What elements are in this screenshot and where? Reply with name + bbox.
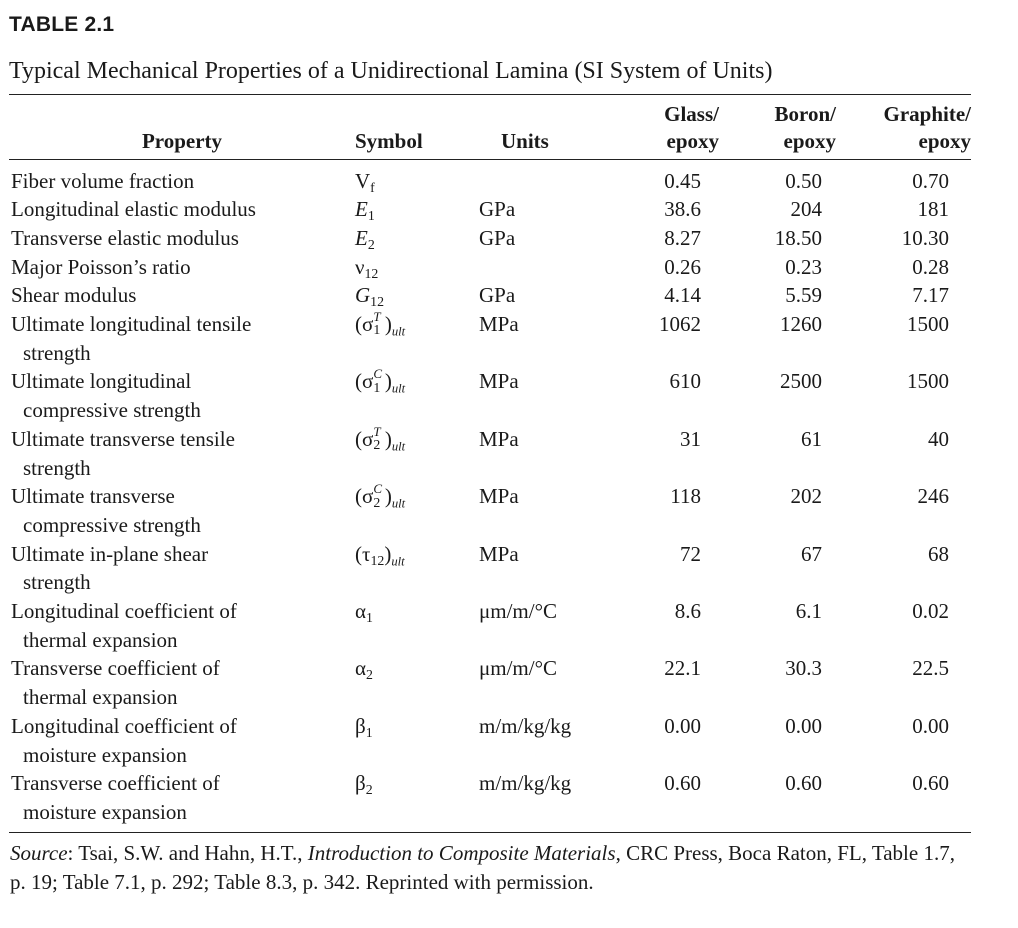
symbol-script-stack [373,482,385,514]
symbol-ult-subscript: ult [391,324,406,339]
property-cell [9,712,355,769]
symbol-subscript: f [370,179,375,195]
property-cell [9,310,355,367]
symbol-subscript: 1 [366,610,373,626]
boron-value: 61 [801,426,822,451]
glass-value: 0.00 [664,713,701,738]
table-document [9,10,971,897]
header-glass-line2: epoxy [666,128,719,153]
symbol-base: E [355,225,368,250]
glass-value: 22.1 [664,656,701,681]
glass-value: 1062 [659,312,701,337]
symbol-ult-subscript: ult [391,381,406,396]
symbol-subscript: 2 [373,437,381,453]
graphite-value: 0.60 [912,771,949,796]
graphite-value: 10.30 [901,225,949,250]
symbol-cell [355,281,469,310]
units-cell: m/m/kg/kg [479,771,572,796]
boron-value: 6.1 [795,599,822,624]
header-glass [627,95,719,159]
property-line1: Shear modulus [11,283,137,308]
glass-value: 118 [670,484,701,509]
table-row [9,224,971,253]
table-row [9,310,971,367]
units-cell: MPa [479,484,519,509]
property-cell [9,159,355,195]
units-cell [469,159,627,195]
property-cell [9,654,355,711]
table-row [9,281,971,310]
property-line1: Ultimate transverse [11,484,175,509]
boron-value: 0.00 [785,713,822,738]
units-cell: GPa [479,283,516,308]
property-line2: strength [23,570,91,595]
units-cell: μm/m/°C [479,656,558,681]
units-cell: MPa [479,541,519,566]
symbol-ult-subscript: ult [391,554,405,569]
property-line2: strength [23,455,91,480]
symbol-ult-subscript: ult [391,496,406,511]
symbol-base: σ [362,484,374,509]
property-cell [9,253,355,282]
table-row [9,425,971,482]
symbol-base: σ [362,426,374,451]
symbol-cell: (σ T 2 )$_{ult}$ [355,425,469,482]
symbol-script-stack [373,310,385,342]
symbol-cell [355,253,469,282]
graphite-value: 7.17 [912,283,949,308]
table-row [9,159,971,195]
header-boron-line2: epoxy [783,128,836,153]
glass-value: 8.6 [674,599,701,624]
header-boron-line1: Boron/ [774,101,836,126]
property-line1: Ultimate transverse tensile [11,426,235,451]
symbol-superscript: T [373,308,381,324]
property-line2: moisture expansion [23,742,187,767]
bottom-rule [9,832,971,833]
symbol-subscript: 1 [365,725,373,741]
property-cell [9,597,355,654]
symbol-subscript: 2 [366,667,373,683]
table-row [9,540,971,597]
property-line1: Longitudinal coefficient of [11,599,237,624]
symbol-base: G [355,283,371,308]
graphite-value: 181 [917,197,949,222]
units-cell: GPa [479,197,516,222]
boron-value: 0.23 [785,254,822,279]
graphite-value: 1500 [907,312,949,337]
table-row [9,769,971,831]
boron-value: 67 [801,541,822,566]
property-line2: thermal expansion [23,685,178,710]
property-line1: Longitudinal elastic modulus [11,197,256,222]
graphite-value: 0.02 [912,599,949,624]
symbol-subscript: 12 [370,552,385,568]
symbol-subscript: 2 [367,237,375,253]
graphite-value: 40 [928,426,949,451]
symbol-base: V [355,168,371,193]
table-row [9,482,971,539]
source-book-title: Introduction to Composite Materials [307,840,616,865]
boron-value: 0.50 [785,168,822,193]
property-line1: Longitudinal coefficient of [11,713,237,738]
boron-value: 30.3 [785,656,822,681]
table-caption: Typical Mechanical Properties of a Unidirectional Lamina (SI System of Units) [9,58,773,84]
symbol-base: β [355,771,366,796]
symbol-base: E [355,197,368,222]
symbol-subscript: 2 [373,494,381,510]
property-cell [9,195,355,224]
header-row [9,95,971,159]
property-line1: Ultimate in-plane shear [11,541,209,566]
property-cell [9,425,355,482]
symbol-superscript: C [373,366,383,382]
table-row [9,654,971,711]
symbol-cell: (σ C 2 )$_{ult}$ [355,482,469,539]
property-cell [9,367,355,424]
symbol-cell [355,195,469,224]
boron-value: 204 [790,197,822,222]
symbol-cell [355,224,469,253]
symbol-script-stack [373,367,385,399]
units-cell: MPa [479,426,519,451]
boron-value: 0.60 [785,771,822,796]
header-boron [719,95,836,159]
source-authors: : Tsai, S.W. and Hahn, H.T., [67,840,308,865]
boron-value: 202 [790,484,822,509]
property-line2: compressive strength [23,512,201,537]
table-row [9,253,971,282]
symbol-cell [355,712,469,769]
glass-value: 4.14 [664,283,701,308]
header-property: Property [141,128,223,153]
symbol-base: ν [355,254,365,279]
table-body [9,159,971,832]
source-details: , CRC Press, Boca Raton, FL, Table 1.7, p. 19; Table 7.1, p. 292; Table 8.3, p. 342. Reprinted with permission. [10,840,955,894]
graphite-value: 0.28 [912,254,949,279]
symbol-cell [355,654,469,711]
symbol-cell [355,769,469,831]
header-graphite-line1: Graphite/ [883,101,971,126]
graphite-value: 0.00 [912,713,949,738]
property-line2: strength [23,340,91,365]
symbol-superscript: C [373,481,383,497]
symbol-cell [355,159,469,195]
units-cell: GPa [479,225,516,250]
table-row [9,367,971,424]
graphite-value: 68 [928,541,949,566]
symbol-subscript: 12 [364,265,379,281]
property-cell [9,224,355,253]
units-cell: MPa [479,312,519,337]
property-cell [9,769,355,831]
symbol-base: α [355,656,367,681]
symbol-base: α [355,599,367,624]
property-line1: Transverse coefficient of [11,656,220,681]
table-label: TABLE 2.1 [9,13,115,36]
property-line1: Transverse coefficient of [11,771,220,796]
graphite-value: 1500 [907,369,949,394]
glass-value: 0.60 [664,771,701,796]
property-line1: Ultimate longitudinal tensile [11,312,252,337]
symbol-ult-subscript: ult [391,439,406,454]
glass-value: 72 [680,541,701,566]
graphite-value: 246 [917,484,949,509]
property-line1: Fiber volume fraction [11,168,195,193]
symbol-subscript: 1 [373,379,381,395]
units-cell: m/m/kg/kg [479,713,572,738]
table-row [9,597,971,654]
units-cell [469,253,627,282]
header-glass-line1: Glass/ [664,101,719,126]
units-cell: MPa [479,369,519,394]
symbol-subscript: 1 [373,322,381,338]
boron-value: 18.50 [774,225,822,250]
symbol-subscript: 2 [365,782,373,798]
symbol-base: σ [362,312,374,337]
property-cell [9,540,355,597]
glass-value: 610 [669,369,701,394]
symbol-subscript: 1 [367,208,375,224]
boron-value: 1260 [780,312,822,337]
boron-value: 2500 [780,369,822,394]
header-units: Units [501,128,549,153]
property-cell [9,482,355,539]
symbol-base: σ [362,369,374,394]
symbol-base: τ [362,541,371,566]
symbol-superscript: T [373,423,381,439]
header-symbol: Symbol [355,128,423,153]
glass-value: 0.45 [664,168,701,193]
property-line2: compressive strength [23,398,201,423]
property-line1: Transverse elastic modulus [11,225,239,250]
property-cell [9,281,355,310]
table-row [9,195,971,224]
property-line2: thermal expansion [23,627,178,652]
graphite-value: 0.70 [912,168,949,193]
symbol-cell: $(\tau_{12})_{ult}$ [355,541,405,569]
table-row [9,712,971,769]
graphite-value: 22.5 [912,656,949,681]
property-line1: Ultimate longitudinal [11,369,192,394]
symbol-base: β [355,713,366,738]
header-graphite [836,95,971,159]
glass-value: 31 [680,426,701,451]
boron-value: 5.59 [785,283,822,308]
symbol-cell [355,597,469,654]
source-label: Source [10,840,68,865]
glass-value: 38.6 [664,197,701,222]
symbol-cell: (σ T 1 )$_{ult}$ [355,310,469,367]
symbol-script-stack [373,425,385,457]
property-line2: moisture expansion [23,799,187,824]
properties-table [9,95,971,832]
property-line1: Major Poisson’s ratio [11,254,191,279]
source-note [9,839,971,897]
glass-value: 8.27 [664,225,701,250]
symbol-cell: (σ C 1 )$_{ult}$ [355,367,469,424]
symbol-subscript: 12 [370,294,385,310]
glass-value: 0.26 [664,254,701,279]
header-graphite-line2: epoxy [918,128,971,153]
units-cell: μm/m/°C [479,599,558,624]
